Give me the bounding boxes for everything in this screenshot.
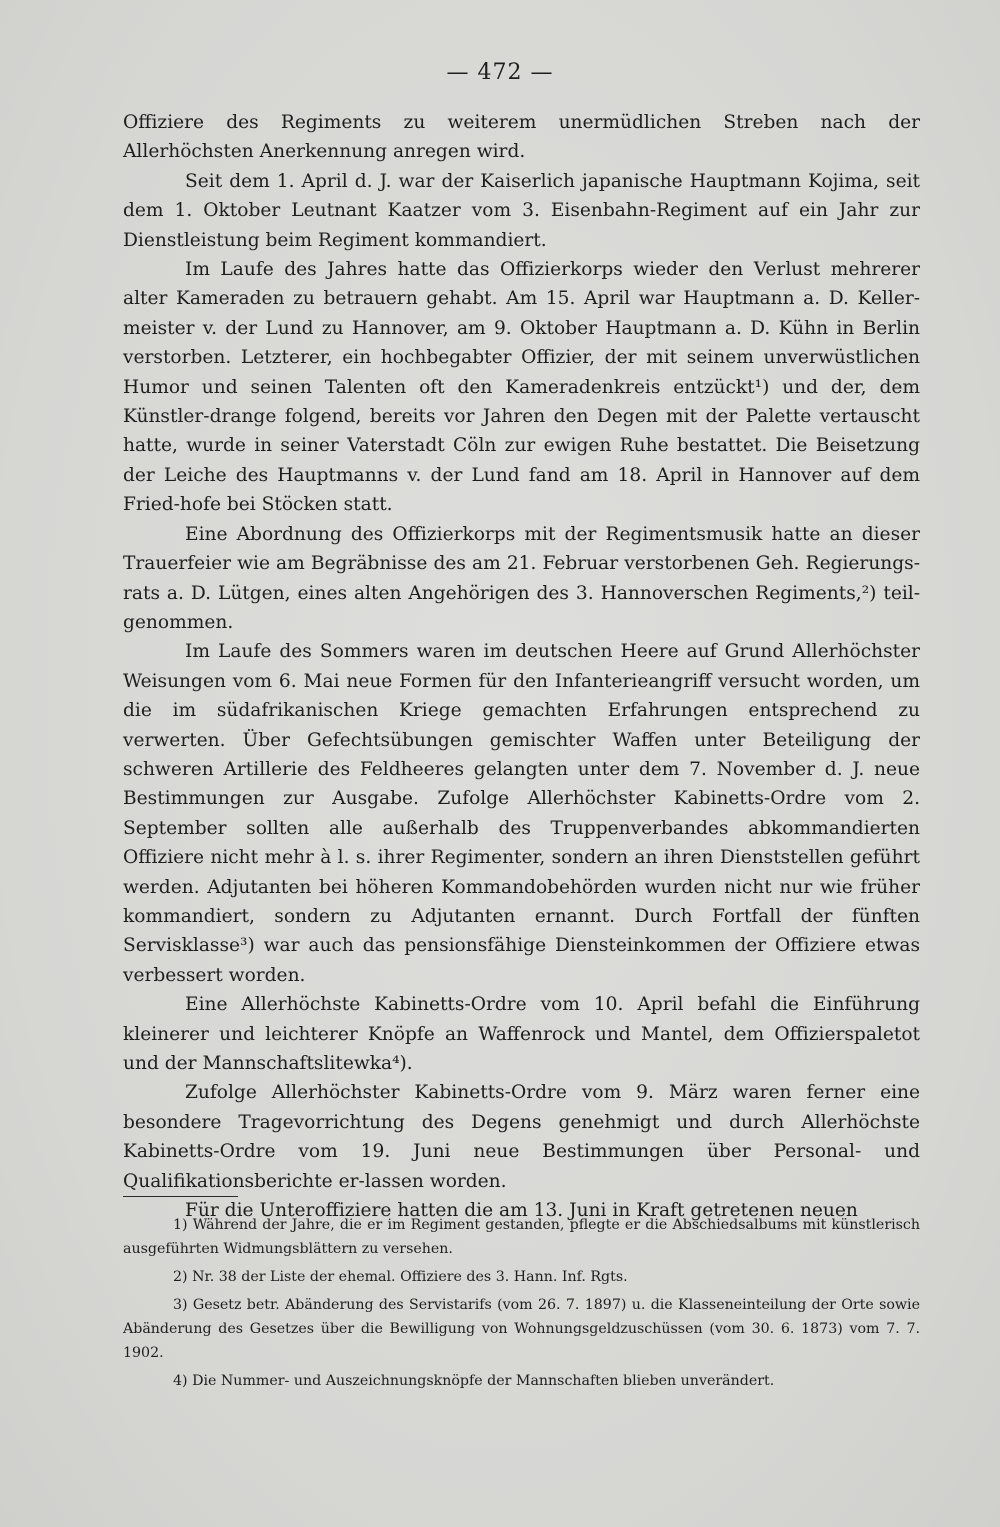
paragraph: Offiziere des Regiments zu weiterem unermüdlichen Streben nach der Allerhöchsten Anerkennung anregen wird. xyxy=(123,112,920,163)
paragraph: Für die Unteroffiziere hatten die am 13. Juni in Kraft getretenen neuen xyxy=(185,1200,858,1222)
footnote-divider xyxy=(123,1196,238,1197)
paragraph: Seit dem 1. April d. J. war der Kaiserlich japanische Hauptmann Kojima, seit dem 1. Oktober Leutnant Kaatzer vom 3. Eisenbahn-Regiment auf ein Jahr zur Dienstleistung beim Regiment kommandiert. xyxy=(123,170,920,251)
footnote: 3) Gesetz betr. Abänderung des Servistarifs (vom 26. 7. 1897) u. die Klasseneinteilung der Orte sowie Abänderung des Gesetzes über die Bewilligung von Wohnungsgeldzuschüssen (vom 30. 6. 1873) vom 7. 7. 1902. xyxy=(123,1297,920,1361)
footnote: 4) Die Nummer- und Auszeichnungsknöpfe der Mannschaften blieben unverändert. xyxy=(173,1373,775,1389)
footnotes xyxy=(123,1213,920,1397)
paragraph: Im Laufe des Sommers waren im deutschen Heere auf Grund Allerhöchster Weisungen vom 6. Mai neue Formen für den Infanterieangriff versucht worden, um die im südafrikanischen Kriege gemachten Erfahrungen entsprechend zu verwerten. Über Gefechtsübungen gemischter Waffen unter Beteiligung der schweren Artillerie des Feldheeres gelangten unter dem 7. November d. J. neue Bestimmungen zur Ausgabe. Zufolge Allerhöchster Kabinetts-Ordre vom 2. September sollten alle außerhalb des Truppenverbandes abkommandierten Offiziere nicht mehr à l. s. ihrer Regimenter, sondern an ihren Dienststellen geführt werden. Adjutanten bei höheren Kommandobehörden wurden nicht nur wie früher kommandiert, sondern zu Adjutanten ernannt. Durch Fortfall der fünften Servisklasse³) war auch das pensionsfähige Diensteinkommen der Offiziere etwas verbessert worden. xyxy=(123,641,920,986)
paragraph: Im Laufe des Jahres hatte das Offizierkorps wieder den Verlust mehrerer alter Kameraden zu betrauern gehabt. Am 15. April war Hauptmann a. D. Keller-meister v. der Lund zu Hannover, am 9. Oktober Hauptmann a. D. Kühn in Berlin verstorben. Letzterer, ein hochbegabter Offizier, der mit seinem unverwüstlichen Humor und seinen Talenten oft den Kameradenkreis entzückt¹) und der, dem Künstler-drange folgend, bereits vor Jahren den Degen mit der Palette vertauscht hatte, wurde in seiner Vaterstadt Cöln zur ewigen Ruhe bestattet. Die Beisetzung der Leiche des Hauptmanns v. der Lund fand am 18. April in Hannover auf dem Fried-hofe bei Stöcken statt. xyxy=(123,259,920,516)
paragraph: Eine Abordnung des Offizierkorps mit der Regimentsmusik hatte an dieser Trauerfeier wie am Begräbnisse des am 21. Februar verstorbenen Geh. Regierungs-rats a. D. Lütgen, eines alten Angehörigen des 3. Hannoverschen Regiments,²) teil-genommen. xyxy=(123,523,920,633)
footnote: 2) Nr. 38 der Liste der ehemal. Offiziere des 3. Hann. Inf. Rgts. xyxy=(173,1269,628,1285)
body-text xyxy=(123,108,920,1225)
page-number: — 472 — xyxy=(446,60,554,85)
paragraph: Eine Allerhöchste Kabinetts-Ordre vom 10. April befahl die Einführung kleinerer und leichterer Knöpfe an Waffenrock und Mantel, dem Offizierspaletot und der Mannschaftslitewka⁴). xyxy=(123,994,920,1074)
footnote: 1) Während der Jahre, die er im Regiment gestanden, pflegte er die Abschiedsalbums mit künstlerisch ausgeführten Widmungsblättern zu versehen. xyxy=(123,1217,920,1257)
paragraph: Zufolge Allerhöchster Kabinetts-Ordre vom 9. März waren ferner eine besondere Tragevorrichtung des Degens genehmigt und durch Allerhöchste Kabinetts-Ordre vom 19. Juni neue Bestimmungen über Personal- und Qualifikationsberichte er-lassen worden. xyxy=(123,1082,920,1192)
